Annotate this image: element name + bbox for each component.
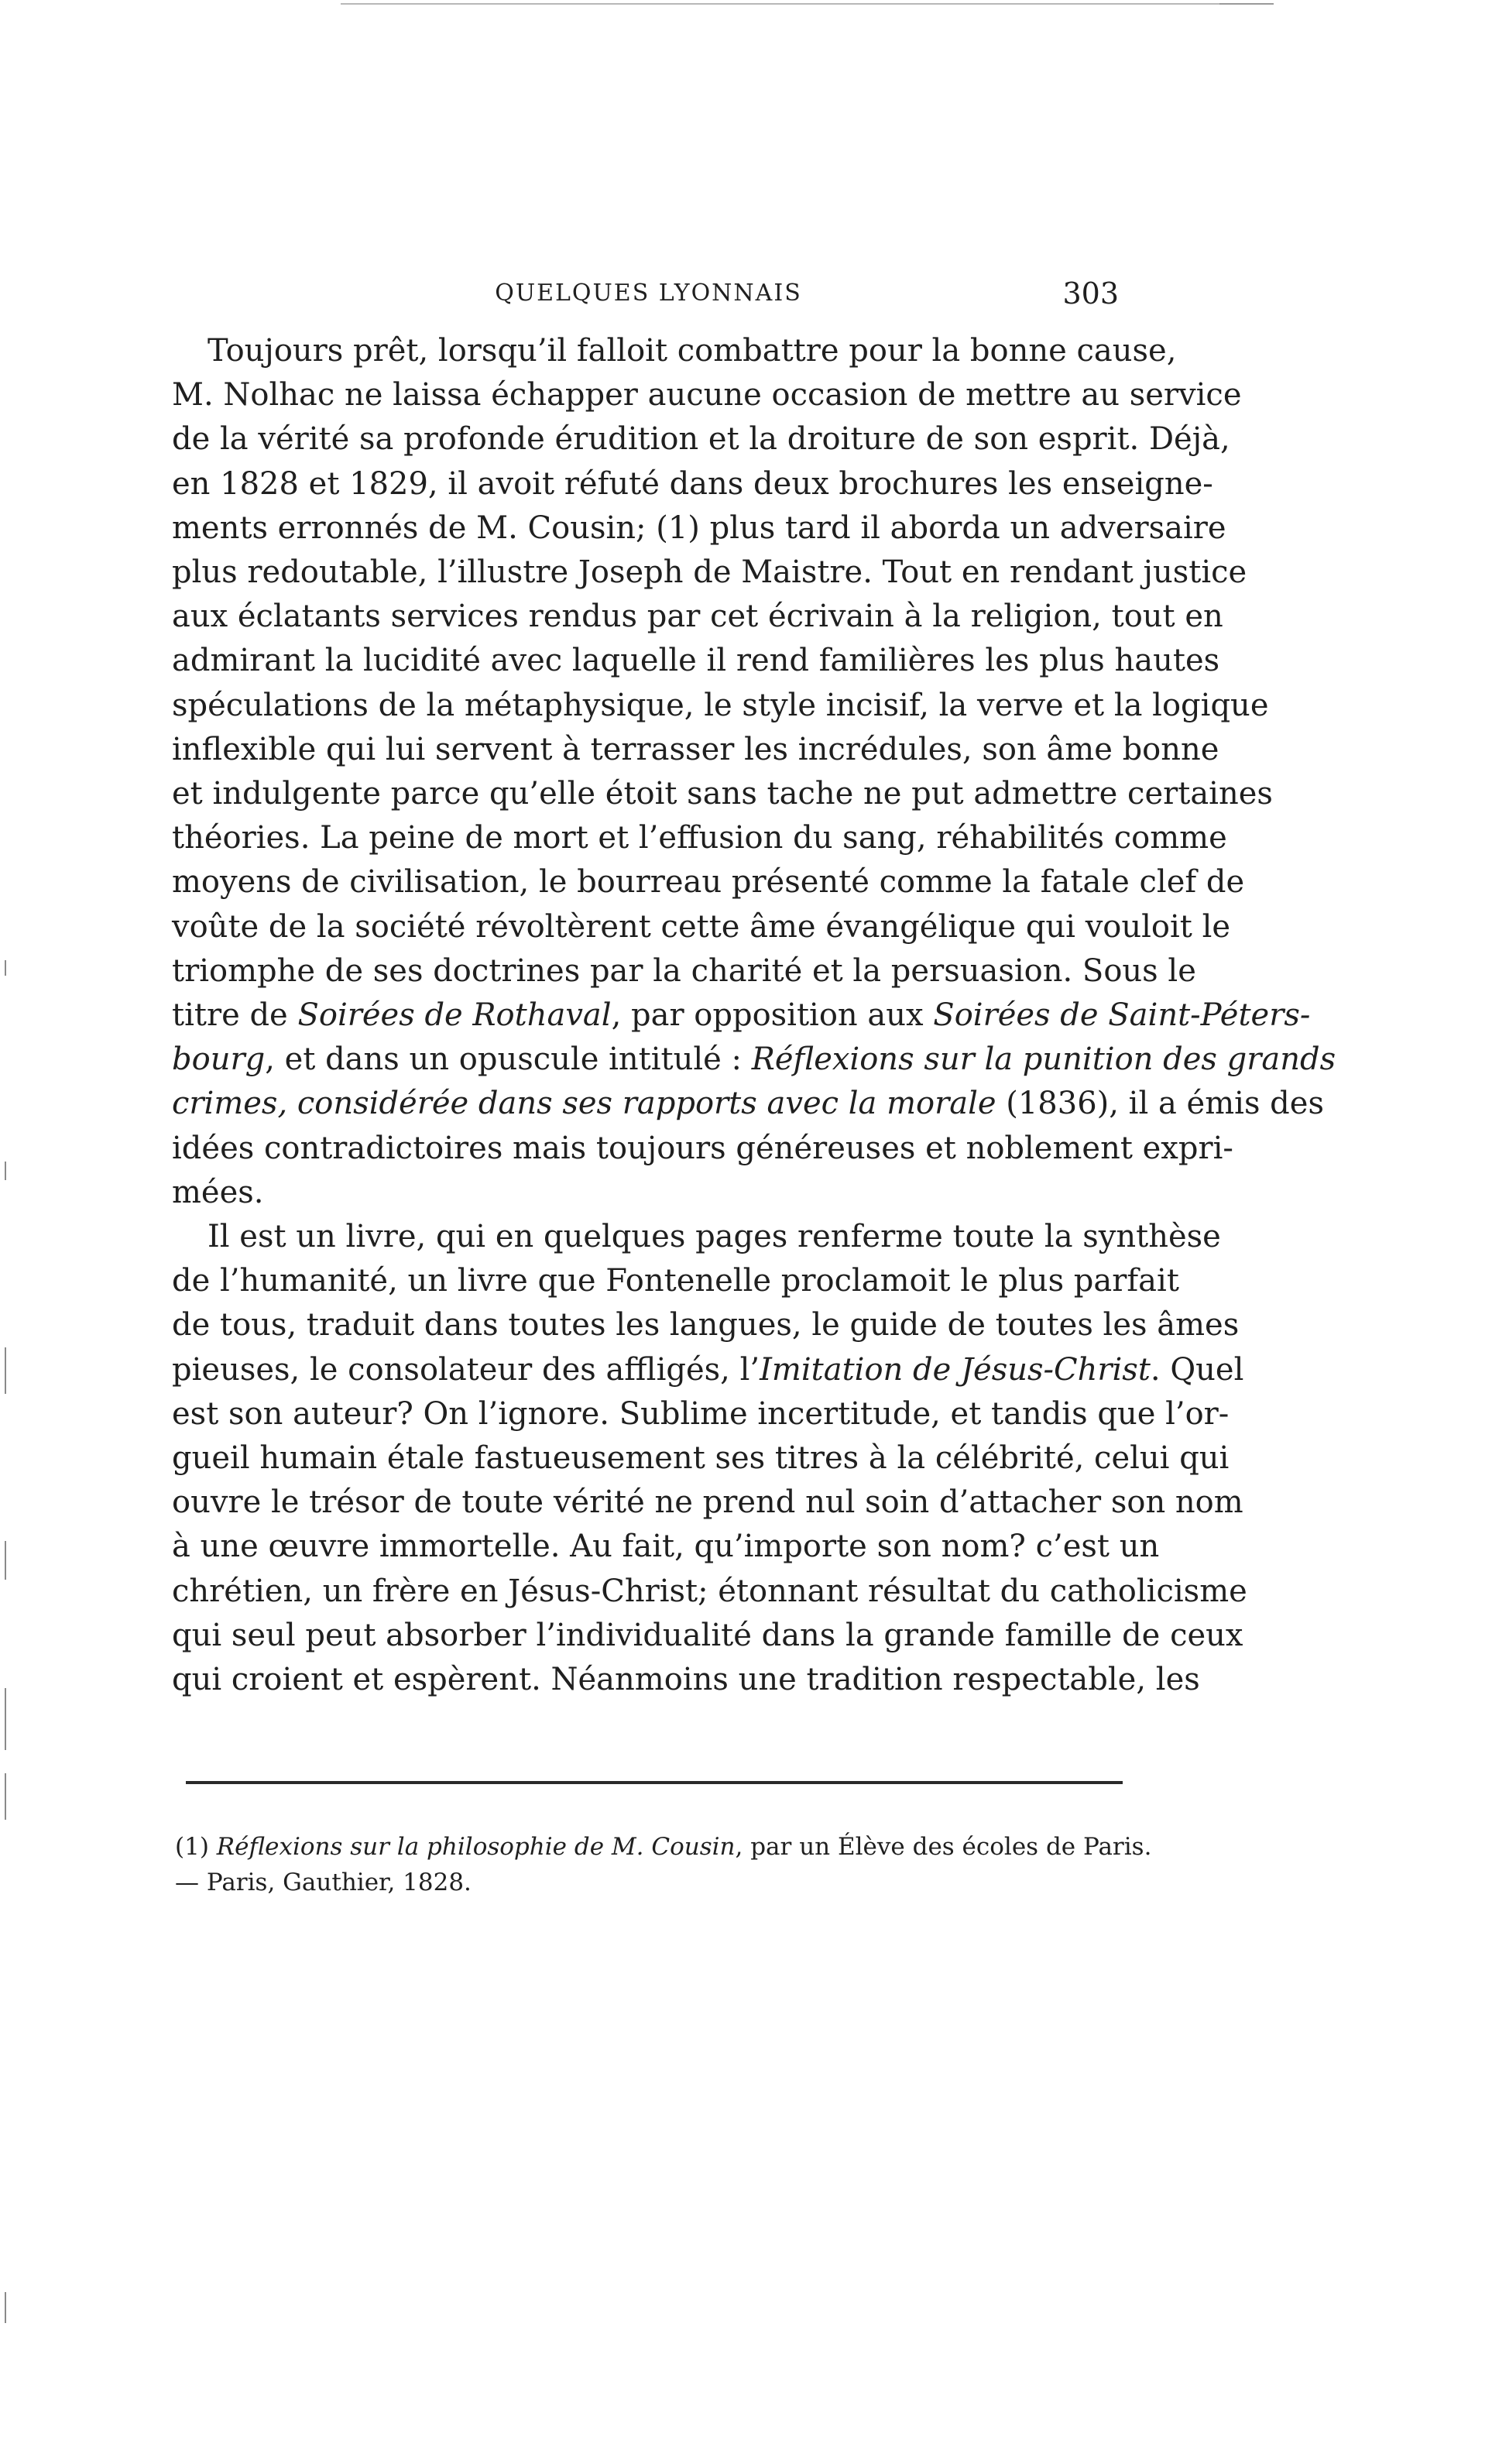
text-line: qui croient et espèrent. Néanmoins une tradition respectable, les xyxy=(172,1662,1200,1698)
italic-title: bourg xyxy=(172,1042,266,1078)
running-head xyxy=(178,276,1119,315)
text-line: gueil humain étale fastueusement ses titres à la célébrité, celui qui xyxy=(172,1440,1230,1477)
text-line: Toujours prêt, lorsqu’il falloit combattre pour la bonne cause, xyxy=(208,333,1177,369)
italic-title: crimes, considérée dans ses rapports avec la morale xyxy=(172,1086,996,1122)
text-line: ments erronnés de M. Cousin; (1) plus tard il aborda un adversaire xyxy=(172,510,1226,546)
italic-title: Réflexions sur la punition des grands xyxy=(751,1042,1336,1078)
italic-title: Soirées de Rothaval xyxy=(297,997,612,1034)
text-line: en 1828 et 1829, il avoit réfuté dans deux brochures les enseigne- xyxy=(172,465,1213,502)
text-line: idées contradictoires mais toujours généreuses et noblement expri- xyxy=(172,1130,1233,1166)
text-line: admirant la lucidité avec laquelle il rend familières les plus hautes xyxy=(172,643,1220,679)
paragraph-1 xyxy=(172,329,1336,1215)
text-line: moyens de civilisation, le bourreau présenté comme la fatale clef de xyxy=(172,864,1245,901)
text-line: spéculations de la métaphysique, le style incisif, la verve et la logique xyxy=(172,687,1269,723)
text-line: bourg, et dans un opuscule intitulé : Réflexions sur la punition des grands xyxy=(172,1042,1336,1078)
footnote-divider xyxy=(186,1781,1123,1784)
text-line: chrétien, un frère en Jésus-Christ; étonnant résultat du catholicisme xyxy=(172,1573,1247,1609)
paragraph-2 xyxy=(172,1215,1247,1702)
text-line: M. Nolhac ne laissa échapper aucune occasion de mettre au service xyxy=(172,377,1242,414)
text-line: inflexible qui lui servent à terrasser les incrédules, son âme bonne xyxy=(172,731,1219,767)
footnote xyxy=(175,1829,1152,1900)
italic-title: Imitation de Jésus-Christ xyxy=(760,1351,1151,1388)
page-number: 303 xyxy=(1062,276,1119,311)
italic-title: Soirées de Saint-Péters- xyxy=(933,997,1311,1034)
text-line: crimes, considérée dans ses rapports avec la morale (1836), il a émis des xyxy=(172,1086,1324,1122)
scan-edge-line xyxy=(341,3,1270,5)
running-head-title: QUELQUES LYONNAIS xyxy=(495,280,802,307)
text-line: plus redoutable, l’illustre Joseph de Maistre. Tout en rendant justice xyxy=(172,554,1247,591)
text-line: pieuses, le consolateur des affligés, l’Imitation de Jésus-Christ. Quel xyxy=(172,1351,1244,1388)
text-line: théories. La peine de mort et l’effusion du sang, réhabilités comme xyxy=(172,820,1227,856)
text-line: ouvre le trésor de toute vérité ne prend nul soin d’attacher son nom xyxy=(172,1484,1243,1521)
text-line: qui seul peut absorber l’individualité dans la grande famille de ceux xyxy=(172,1617,1243,1653)
text-line: de tous, traduit dans toutes les langues, le guide de toutes les âmes xyxy=(172,1307,1240,1344)
text-line: et indulgente parce qu’elle étoit sans tache ne put admettre certaines xyxy=(172,776,1273,812)
text-line: titre de Soirées de Rothaval, par opposition aux Soirées de Saint-Péters- xyxy=(172,997,1311,1034)
text-line: mées. xyxy=(172,1174,264,1210)
text-line: est son auteur? On l’ignore. Sublime incertitude, et tandis que l’or- xyxy=(172,1395,1230,1432)
footnote-marker: (1) xyxy=(175,1833,217,1861)
text-line: à une œuvre immortelle. Au fait, qu’importe son nom? c’est un xyxy=(172,1529,1160,1565)
footnote-title: Réflexions sur la philosophie de M. Cousin xyxy=(216,1833,736,1861)
footnote-line: (1) Réflexions sur la philosophie de M. Cousin, par un Élève des écoles de Paris. xyxy=(175,1833,1152,1861)
main-text xyxy=(172,329,1336,1702)
text-line: aux éclatants services rendus par cet écrivain à la religion, tout en xyxy=(172,599,1223,635)
text-line: de la vérité sa profonde érudition et la droiture de son esprit. Déjà, xyxy=(172,421,1230,458)
text-line: voûte de la société révoltèrent cette âme évangélique qui vouloit le xyxy=(172,908,1231,945)
text-line: de l’humanité, un livre que Fontenelle proclamoit le plus parfait xyxy=(172,1263,1179,1299)
text-line: triomphe de ses doctrines par la charité et la persuasion. Sous le xyxy=(172,952,1196,989)
scan-edge-line-short xyxy=(1219,3,1274,5)
footnote-line: — Paris, Gauthier, 1828. xyxy=(175,1869,472,1896)
text-line: Il est un livre, qui en quelques pages renferme toute la synthèse xyxy=(208,1219,1221,1255)
scan-edge-marks xyxy=(5,0,8,2464)
